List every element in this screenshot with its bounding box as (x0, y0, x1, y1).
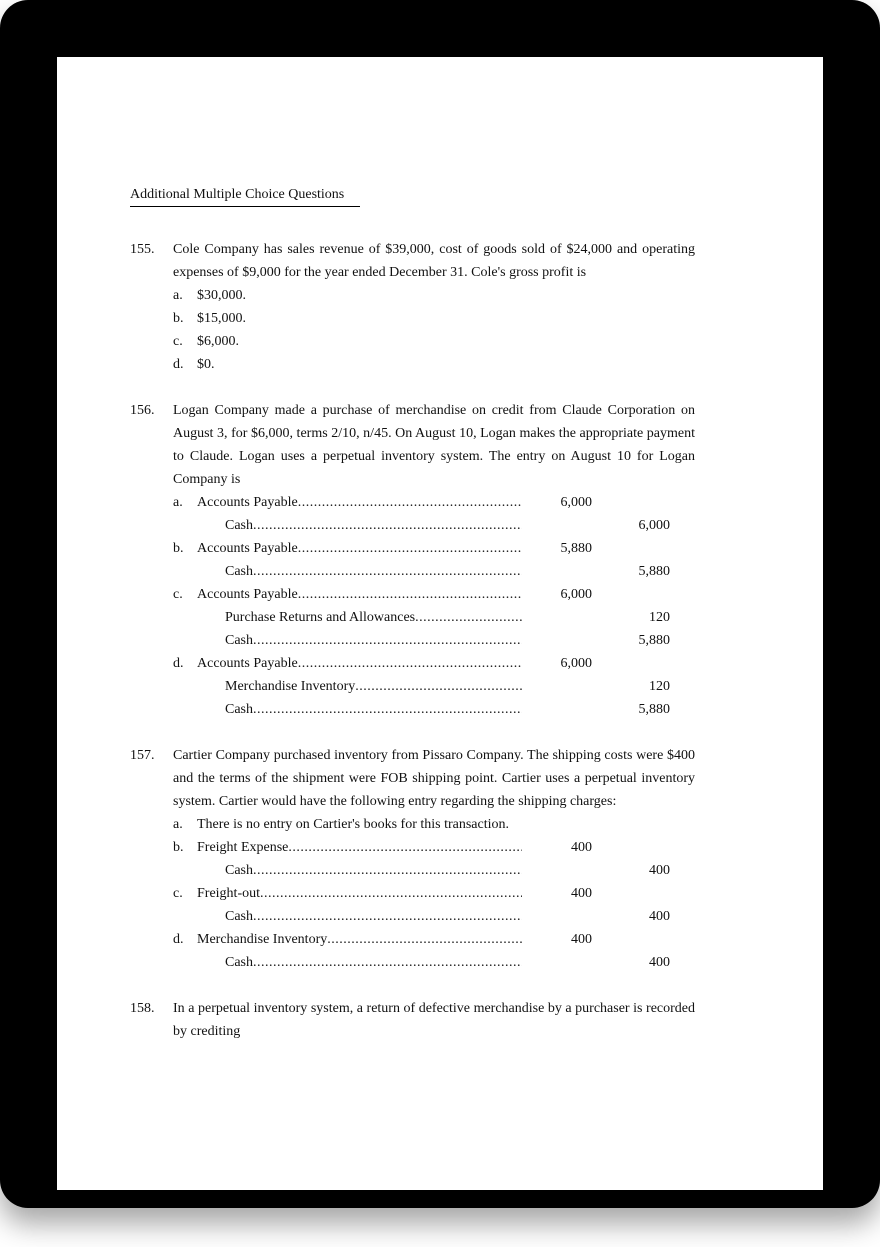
dot-leader (298, 652, 522, 675)
choice-text: There is no entry on Cartier's books for this transaction. (197, 817, 510, 832)
debit-amount: 400 (571, 840, 592, 855)
choice (173, 284, 695, 307)
choice-letter (173, 951, 197, 974)
question-number: 158. (130, 1001, 155, 1016)
journal-line (173, 491, 670, 514)
question-157 (130, 744, 823, 974)
journal-line (173, 537, 670, 560)
account-name: Merchandise Inventory (225, 679, 356, 694)
dot-leader (355, 675, 522, 698)
choice-text: $6,000. (197, 334, 239, 349)
debit-amount (522, 951, 592, 974)
section-heading: Additional Multiple Choice Questions (130, 183, 360, 207)
journal-line (173, 560, 670, 583)
question-155 (130, 238, 823, 376)
dot-leader (253, 951, 522, 974)
choice (173, 330, 695, 353)
credit-amount: 400 (649, 909, 670, 924)
question-156 (130, 399, 823, 721)
choice-letter: d. (173, 932, 184, 947)
dot-leader (253, 514, 522, 537)
choice-letter (173, 560, 197, 583)
choice-letter (173, 675, 197, 698)
dot-leader (415, 606, 522, 629)
choice-text: $15,000. (197, 311, 246, 326)
credit-amount (592, 537, 670, 560)
choice-letter: d. (173, 357, 184, 372)
journal-line (173, 583, 670, 606)
document-page (57, 57, 823, 1190)
credit-amount: 5,880 (638, 564, 670, 579)
credit-amount (592, 836, 670, 859)
choice-letter (173, 514, 197, 537)
question-text: In a perpetual inventory system, a return of defective merchandise by a purchaser is recorded by crediting (173, 1001, 695, 1039)
choice-letter: a. (173, 288, 183, 303)
choice-letter: c. (173, 587, 183, 602)
debit-amount: 5,880 (560, 541, 592, 556)
account-name: Freight Expense (197, 840, 289, 855)
account-name: Cash (225, 564, 253, 579)
journal-line (173, 514, 670, 537)
journal-line (173, 629, 670, 652)
journal-line (173, 928, 670, 951)
account-name: Cash (225, 518, 253, 533)
choice-letter (173, 859, 197, 882)
dot-leader (298, 537, 522, 560)
journal-line (173, 905, 670, 928)
debit-amount (522, 675, 592, 698)
choice-letter: c. (173, 886, 183, 901)
journal-line (173, 951, 670, 974)
question-number: 157. (130, 748, 155, 763)
credit-amount (592, 652, 670, 675)
debit-amount: 6,000 (560, 656, 592, 671)
choice (173, 813, 695, 836)
account-name: Accounts Payable (197, 656, 298, 671)
account-name: Freight-out (197, 886, 260, 901)
debit-amount (522, 905, 592, 928)
account-name: Cash (225, 955, 253, 970)
account-name: Cash (225, 633, 253, 648)
choice-letter: c. (173, 334, 183, 349)
dot-leader (253, 859, 522, 882)
dot-leader (253, 698, 522, 721)
journal-line (173, 698, 670, 721)
account-name: Accounts Payable (197, 541, 298, 556)
question-text: Logan Company made a purchase of merchandise on credit from Claude Corporation on August 3, for $6,000, terms 2/10, n/45. On August 10, Logan makes the appropriate payment to Claude. Logan uses a perpetual inventory system. The entry on August 10 for Logan Company is (173, 403, 695, 487)
credit-amount: 400 (649, 863, 670, 878)
journal-line (173, 652, 670, 675)
debit-amount: 6,000 (560, 587, 592, 602)
choice-letter (173, 905, 197, 928)
dot-leader (260, 882, 522, 905)
choice-text: $30,000. (197, 288, 246, 303)
choice-text: $0. (197, 357, 215, 372)
credit-amount: 5,880 (638, 702, 670, 717)
question-number: 155. (130, 242, 155, 257)
debit-amount (522, 859, 592, 882)
credit-amount (592, 928, 670, 951)
debit-amount (522, 629, 592, 652)
debit-amount (522, 514, 592, 537)
choice-letter: b. (173, 541, 184, 556)
journal-line (173, 606, 670, 629)
credit-amount: 6,000 (638, 518, 670, 533)
journal-line (173, 675, 670, 698)
question-number: 156. (130, 403, 155, 418)
dot-leader (298, 491, 522, 514)
journal-line (173, 882, 670, 905)
debit-amount (522, 606, 592, 629)
debit-amount (522, 698, 592, 721)
account-name: Cash (225, 863, 253, 878)
account-name: Cash (225, 909, 253, 924)
choice (173, 307, 695, 330)
choice-letter: a. (173, 817, 183, 832)
choice-letter: b. (173, 311, 184, 326)
debit-amount: 6,000 (560, 495, 592, 510)
credit-amount: 120 (649, 679, 670, 694)
page-content (57, 57, 823, 1043)
journal-line (173, 836, 670, 859)
account-name: Purchase Returns and Allowances (225, 610, 416, 625)
question-158 (130, 997, 823, 1043)
account-name: Accounts Payable (197, 495, 298, 510)
debit-amount: 400 (571, 886, 592, 901)
dot-leader (253, 629, 522, 652)
question-text: Cartier Company purchased inventory from Pissaro Company. The shipping costs were $400 and the terms of the shipment were FOB shipping point. Cartier uses a perpetual inventory system. Cartier would have the following entry regarding the shipping charges: (173, 748, 695, 809)
credit-amount: 120 (649, 610, 670, 625)
credit-amount: 400 (649, 955, 670, 970)
account-name: Merchandise Inventory (197, 932, 328, 947)
debit-amount (522, 560, 592, 583)
choice (173, 353, 695, 376)
choice-letter (173, 629, 197, 652)
choice-letter: d. (173, 656, 184, 671)
account-name: Accounts Payable (197, 587, 298, 602)
debit-amount: 400 (571, 932, 592, 947)
dot-leader (327, 928, 522, 951)
credit-amount (592, 583, 670, 606)
choice-letter: b. (173, 840, 184, 855)
credit-amount (592, 882, 670, 905)
credit-amount (592, 491, 670, 514)
choice-letter: a. (173, 495, 183, 510)
choice-letter (173, 606, 197, 629)
journal-line (173, 859, 670, 882)
question-text: Cole Company has sales revenue of $39,000, cost of goods sold of $24,000 and operating expenses of $9,000 for the year ended December 31. Cole's gross profit is (173, 242, 695, 280)
credit-amount: 5,880 (638, 633, 670, 648)
dot-leader (288, 836, 522, 859)
dot-leader (253, 905, 522, 928)
choice-letter (173, 698, 197, 721)
dot-leader (298, 583, 522, 606)
account-name: Cash (225, 702, 253, 717)
dot-leader (253, 560, 522, 583)
